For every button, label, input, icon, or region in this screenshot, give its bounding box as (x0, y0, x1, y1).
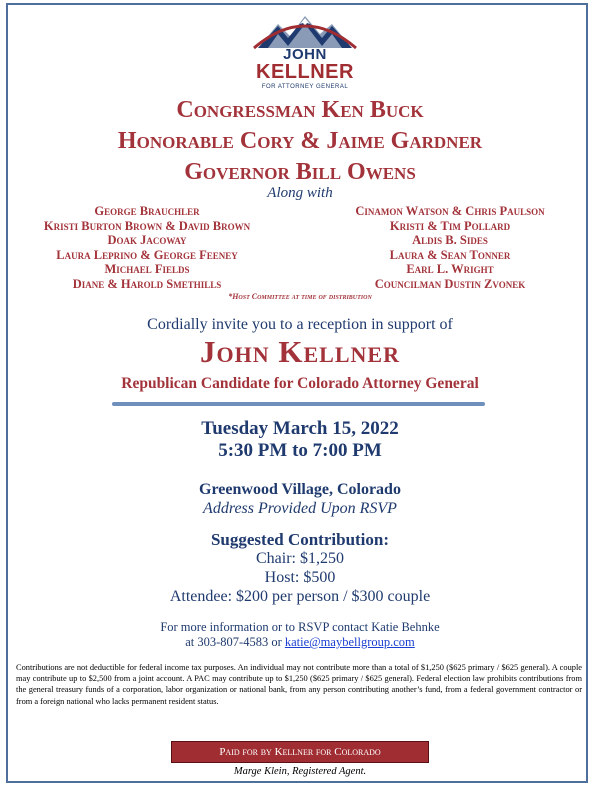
mountain-icon (250, 12, 360, 50)
legal-disclaimer: Contributions are not deductible for federal income tax purposes. An individual may not contribute more than a total of $1,250 ($625 primary / $625 general). A couple may contribute up to $2,500 from a joint account. A PAC may contribute up to $1,250 ($625 primary / $625 general). Federal election law prohibits contributions from the general treasury funds of a corporation, labor organization or national bank, from any person contributing another’s fund, from a federal government contractor or from a foreign national who lacks permanent resident status. (16, 663, 582, 706)
committee-member: Laura Leprino & George Feeney (56, 247, 238, 262)
special-guests (0, 95, 600, 188)
contribution-host: Host: $500 (264, 569, 336, 586)
committee-member: Aldis B. Sides (412, 233, 488, 248)
committee-member: George Brauchler (94, 204, 200, 218)
section-divider (112, 402, 485, 406)
committee-member: Doak Jacoway (107, 233, 187, 248)
campaign-logo (250, 12, 360, 92)
committee-member: Michael Fields (104, 262, 190, 277)
candidate-role: Republican Candidate for Colorado Attorney General (121, 375, 479, 392)
contribution-heading: Suggested Contribution: (210, 530, 390, 549)
logo-first-name: JOHN (283, 46, 327, 63)
event-address-note: Address Provided Upon RSVP (203, 500, 397, 517)
invite-line: Cordially invite you to a reception in support of (147, 316, 453, 333)
committee-member: Kristi Burton Brown & David Brown (43, 218, 251, 233)
rsvp-phone-text: at 303-807-4583 or (185, 635, 282, 649)
registered-agent: Marge Klein, Registered Agent. (233, 766, 367, 777)
contribution-levels (0, 530, 600, 606)
event-location (0, 480, 600, 518)
committee-member: Laura & Sean Tonner (389, 247, 511, 262)
paid-for-banner: Paid for by Kellner for Colorado (171, 741, 429, 763)
rsvp-info (0, 620, 600, 650)
committee-member: Cinamon Watson & Chris Paulson (355, 204, 545, 218)
logo-tagline: FOR ATTORNEY GENERAL (261, 84, 349, 90)
contribution-chair: Chair: $1,250 (256, 550, 344, 567)
event-date: Tuesday March 15, 2022 (201, 418, 399, 439)
special-guest-3: Governor Bill Owens (184, 159, 416, 185)
event-time: 5:30 PM to 7:00 PM (218, 440, 382, 461)
rsvp-line-2 (0, 635, 600, 650)
contribution-attendee: Attendee: $200 per person / $300 couple (169, 588, 431, 605)
host-committee-right (315, 204, 585, 292)
rsvp-email-link[interactable]: katie@maybellgroup.com (284, 635, 415, 649)
along-with-label: Along with (267, 185, 333, 201)
special-guest-2: Honorable Cory & Jaime Gardner (117, 128, 483, 154)
committee-member: Councilman Dustin Zvonek (374, 276, 526, 291)
special-guest-1: Congressman Ken Buck (176, 97, 424, 123)
rsvp-line-1: For more information or to RSVP contact Katie Behnke (160, 620, 440, 634)
committee-member: Kristi & Tim Pollard (389, 218, 511, 233)
host-committee-note: *Host Committee at time of distribution (228, 292, 372, 301)
host-committee-left (12, 204, 282, 292)
committee-member: Earl L. Wright (406, 262, 494, 277)
candidate-name: John Kellner (200, 334, 400, 369)
event-city: Greenwood Village, Colorado (199, 481, 401, 498)
committee-member: Diane & Harold Smethills (72, 276, 222, 291)
event-datetime (0, 418, 600, 462)
logo-last-name: KELLNER (256, 61, 354, 83)
